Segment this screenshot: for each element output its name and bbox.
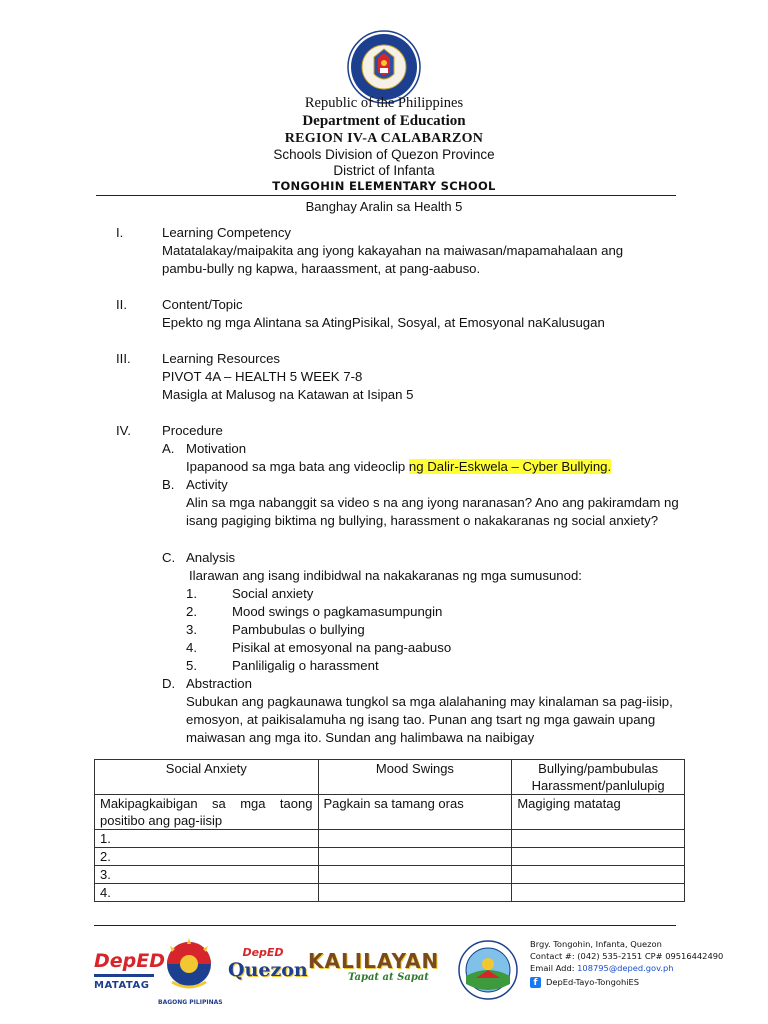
document-title: Banghay Aralin sa Health 5 (305, 199, 463, 214)
deped-quezon-top: DepED (242, 946, 284, 959)
list-item: Pisikal at emosyonal na pang-aabuso (232, 640, 452, 655)
list-item-number: 4. (186, 640, 197, 655)
section-3-line: Masigla at Malusog na Katawan at Isipan 5 (162, 387, 414, 402)
table-cell-empty (318, 830, 512, 848)
table-cell-empty (318, 866, 512, 884)
list-item: Social anxiety (232, 586, 314, 601)
section-1-title: Learning Competency (162, 225, 292, 240)
table-cell-empty (512, 866, 685, 884)
procedure-c-letter: C. (162, 550, 176, 565)
list-item: Panliligalig o harassment (232, 658, 379, 673)
procedure-a-text (186, 458, 611, 476)
list-item-number: 5. (186, 658, 197, 673)
motivation-text: Ipapanood sa mga bata ang videoclip (186, 459, 409, 474)
table-row (95, 848, 685, 866)
header-department: Department of Education (302, 113, 466, 129)
bagong-pilipinas-text: BAGONG PILIPINAS (158, 999, 223, 1006)
example-line-2: positibo ang pag-iisip (100, 813, 223, 828)
procedure-a-title: Motivation (186, 441, 247, 456)
example-word: sa (212, 796, 226, 811)
example-word: taong (279, 796, 313, 811)
deped-seal-logo (347, 30, 421, 104)
abstraction-chart-table (94, 759, 685, 902)
table-cell-row-number: 4. (95, 884, 319, 902)
header-district: District of Infanta (333, 163, 435, 178)
header-region: REGION IV-A CALABARZON (284, 131, 484, 146)
table-header-mood-swings: Mood Swings (318, 760, 512, 795)
procedure-b-title: Activity (186, 477, 228, 492)
section-4-title: Procedure (162, 423, 223, 438)
section-2-line: Epekto ng mga Alintana sa AtingPisikal, Sosyal, at Emosyonal naKalusugan (162, 315, 605, 330)
procedure-c-intro: Ilarawan ang isang indibidwal na nakakaranas ng mga sumusunod: (189, 568, 582, 583)
table-row (95, 866, 685, 884)
list-item: Pambubulas o bullying (232, 622, 365, 637)
table-cell-row-number: 3. (95, 866, 319, 884)
deped-underline (94, 974, 154, 977)
list-item-number: 1. (186, 586, 197, 601)
table-row (95, 830, 685, 848)
kalilayan-wordmark: KALILAYAN (308, 949, 440, 973)
footer-divider (94, 925, 676, 926)
procedure-d-letter: D. (162, 676, 176, 691)
school-seal-emblem (458, 940, 518, 1000)
procedure-c-title: Analysis (186, 550, 236, 565)
kalilayan-logo (308, 950, 450, 992)
section-2-title: Content/Topic (162, 297, 243, 312)
table-cell-example-bullying: Magiging matatag (512, 795, 685, 830)
section-1-number: I. (116, 225, 124, 240)
table-cell-row-number: 2. (95, 848, 319, 866)
header-division: Schools Division of Quezon Province (273, 147, 495, 162)
deped-quezon-logo (228, 946, 308, 986)
deped-matatag-logo (94, 946, 166, 1004)
section-3-number: III. (116, 351, 131, 366)
email-link[interactable]: 108795@deped.gov.ph (577, 963, 674, 973)
section-1-line: Matatalakay/maipakita ang iyong kakayahan na maiwasan/mapamahalaan ang (162, 243, 624, 258)
section-1-line: pambu-bully ng kapwa, haraassment, at pang-aabuso. (162, 261, 481, 276)
section-2-number: II. (116, 297, 127, 312)
tongohin-school-seal (458, 940, 518, 1000)
procedure-d-title: Abstraction (186, 676, 252, 691)
table-row (95, 884, 685, 902)
table-cell-empty (318, 848, 512, 866)
table-cell-empty (318, 884, 512, 902)
list-item-number: 3. (186, 622, 197, 637)
procedure-b-line: isang pagiging biktima ng bullying, harassment o nakakaranas ng social anxiety? (186, 513, 659, 528)
list-item-number: 2. (186, 604, 197, 619)
footer-email (530, 963, 674, 973)
procedure-b-letter: B. (162, 477, 175, 492)
table-cell-empty (512, 830, 685, 848)
highlighted-video-title: ng Dalir-Eskwela – Cyber Bullying. (408, 459, 612, 474)
section-3-line: PIVOT 4A – HEALTH 5 WEEK 7-8 (162, 369, 363, 384)
table-cell-empty (512, 884, 685, 902)
table-header-bullying: Bullying/pambubulas (538, 761, 659, 776)
procedure-d-line: maiwasan ang mga ito. Sundan ang halimbawa na naibigay (186, 730, 535, 745)
quezon-wordmark: Quezon (228, 959, 308, 981)
procedure-d-line: emosyon, at paikisalamuha ng isang tao. Punan ang tsart ng mga gawain upang (186, 712, 656, 727)
example-word: mga (240, 796, 266, 811)
header-school: TONGOHIN ELEMENTARY SCHOOL (272, 179, 496, 193)
footer-facebook[interactable]: DepEd-Tayo-TongohiES (546, 977, 640, 987)
matatag-wordmark: MATATAG (94, 980, 150, 991)
procedure-a-letter: A. (162, 441, 175, 456)
header-divider (96, 195, 676, 196)
example-word: Makipagkaibigan (100, 796, 198, 811)
deped-wordmark: DepED (94, 950, 166, 972)
list-item: Mood swings o pagkamasumpungin (232, 604, 443, 619)
procedure-d-line: Subukan ang pagkaunawa tungkol sa mga alalahaning may kinalaman sa pag-iisip, (186, 694, 673, 709)
table-cell-example-mood-swings: Pagkain sa tamang oras (318, 795, 512, 830)
kalilayan-tagline: Tapat at Sapat (348, 972, 429, 983)
section-3-title: Learning Resources (162, 351, 281, 366)
section-4-number: IV. (116, 423, 131, 438)
footer-contact: Contact #: (042) 535-2151 CP# 09516442490 (530, 951, 724, 961)
table-header-social-anxiety: Social Anxiety (95, 760, 319, 795)
bagong-pilipinas-logo (158, 936, 223, 1008)
table-header-row (95, 760, 685, 795)
bagong-pilipinas-emblem (158, 936, 220, 994)
table-cell-example-social-anxiety (95, 795, 319, 830)
table-header-bullying-harassment (512, 760, 685, 795)
table-row (95, 795, 685, 830)
header-republic: Republic of the Philippines (304, 95, 464, 111)
table-cell-row-number: 1. (95, 830, 319, 848)
table-cell-empty (512, 848, 685, 866)
email-label: Email Add: (530, 963, 578, 973)
procedure-b-line: Alin sa mga nabanggit sa video s na ang iyong naranasan? Ano ang pakiramdam ng (186, 495, 679, 510)
facebook-icon: f (530, 977, 541, 988)
footer-address: Brgy. Tongohin, Infanta, Quezon (530, 939, 662, 949)
table-header-harassment: Harassment/panlulupig (531, 778, 665, 793)
example-line-1 (100, 795, 313, 812)
